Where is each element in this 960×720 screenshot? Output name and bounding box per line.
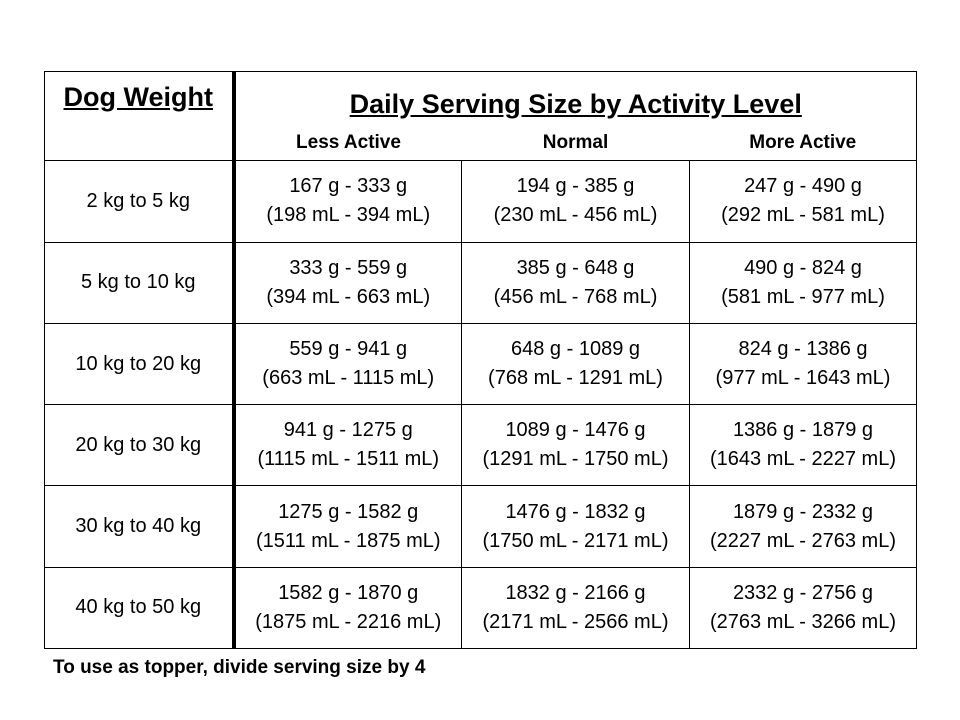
serving-ml: (394 mL - 663 mL) (266, 285, 431, 308)
weight-range: 20 kg to 30 kg (75, 433, 202, 456)
serving-ml: (198 mL - 394 mL) (266, 204, 431, 227)
table-header-row (45, 72, 917, 127)
weight-range-cell (45, 405, 234, 486)
serving-ml: (581 mL - 977 mL) (721, 285, 885, 308)
serving-ml: (1115 mL - 1511 mL) (257, 448, 440, 471)
serving-grams: 648 g - 1089 g (511, 338, 640, 360)
weight-range: 40 kg to 50 kg (75, 596, 202, 619)
serving-cell (462, 161, 690, 242)
serving-cell (690, 486, 917, 567)
serving-grams: 194 g - 385 g (516, 175, 635, 198)
serving-grams: 1832 g - 2166 g (505, 581, 646, 604)
serving-ml: (2227 mL - 2763 mL) (709, 529, 896, 552)
serving-grams: 1275 g - 1582 g (278, 500, 419, 523)
serving-cell (234, 486, 462, 567)
table-row (45, 242, 917, 323)
serving-grams: 824 g - 1386 g (738, 338, 868, 360)
serving-size-table-container (44, 71, 916, 649)
serving-cell (234, 161, 462, 242)
serving-size-table (44, 71, 917, 649)
weight-range-cell (45, 323, 234, 404)
serving-grams: 1476 g - 1832 g (505, 500, 646, 523)
serving-ml: (230 mL - 456 mL) (493, 204, 658, 227)
serving-size-header: Daily Serving Size by Activity Level (349, 88, 802, 119)
topper-footnote: To use as topper, divide serving size by 4 (53, 657, 426, 678)
activity-level-less-active (234, 127, 462, 161)
serving-grams: 1089 g - 1476 g (505, 419, 646, 442)
activity-level-label: Less Active (296, 132, 401, 154)
serving-ml: (456 mL - 768 mL) (493, 285, 658, 308)
serving-cell (462, 242, 690, 323)
serving-cell (462, 405, 690, 486)
serving-ml: (1875 mL - 2216 mL) (255, 610, 442, 633)
serving-cell (690, 405, 917, 486)
weight-range: 10 kg to 20 kg (75, 352, 202, 375)
dog-weight-header: Dog Weight (63, 82, 213, 112)
table-row (45, 323, 917, 404)
serving-ml: (663 mL - 1115 mL) (262, 367, 435, 389)
activity-level-normal (462, 127, 690, 161)
serving-grams: 333 g - 559 g (289, 256, 408, 279)
serving-ml: (1643 mL - 2227 mL) (709, 448, 896, 471)
serving-grams: 385 g - 648 g (516, 256, 635, 279)
serving-cell (462, 567, 690, 648)
activity-level-label: Normal (542, 132, 609, 154)
serving-cell (234, 323, 462, 404)
serving-ml: (1750 mL - 2171 mL) (482, 529, 669, 552)
serving-grams: 247 g - 490 g (744, 175, 862, 198)
table-row (45, 161, 917, 242)
table-row (45, 405, 917, 486)
serving-cell (234, 242, 462, 323)
serving-grams: 941 g - 1275 g (283, 419, 413, 442)
serving-ml: (2171 mL - 2566 mL) (482, 610, 669, 633)
activity-level-more-active (690, 127, 917, 161)
serving-ml: (768 mL - 1291 mL) (488, 367, 663, 389)
activity-level-label: More Active (749, 132, 857, 154)
serving-ml: (1511 mL - 1875 mL) (255, 529, 441, 552)
serving-grams: 559 g - 941 g (289, 338, 408, 360)
serving-cell (690, 242, 917, 323)
weight-range-cell (45, 486, 234, 567)
serving-cell (690, 567, 917, 648)
serving-cell (234, 567, 462, 648)
serving-grams: 490 g - 824 g (744, 256, 862, 279)
weight-range: 2 kg to 5 kg (86, 189, 190, 212)
serving-size-header-cell (234, 72, 917, 127)
serving-ml: (977 mL - 1643 mL) (715, 367, 891, 389)
table-row (45, 486, 917, 567)
serving-cell (234, 405, 462, 486)
serving-grams: 1386 g - 1879 g (732, 419, 874, 442)
serving-cell (690, 161, 917, 242)
serving-ml: (292 mL - 581 mL) (721, 204, 885, 227)
table-row (45, 567, 917, 648)
dog-weight-header-cell (45, 72, 234, 161)
weight-range: 5 kg to 10 kg (80, 271, 196, 294)
serving-ml: (1291 mL - 1750 mL) (482, 448, 669, 471)
serving-grams: 1582 g - 1870 g (278, 581, 419, 604)
weight-range: 30 kg to 40 kg (75, 515, 202, 538)
weight-range-cell (45, 567, 234, 648)
serving-ml: (2763 mL - 3266 mL) (709, 610, 896, 633)
weight-range-cell (45, 242, 234, 323)
weight-range-cell (45, 161, 234, 242)
serving-grams: 2332 g - 2756 g (732, 581, 874, 604)
serving-grams: 1879 g - 2332 g (732, 500, 874, 523)
serving-cell (462, 323, 690, 404)
serving-grams: 167 g - 333 g (289, 175, 408, 198)
serving-cell (690, 323, 917, 404)
serving-cell (462, 486, 690, 567)
